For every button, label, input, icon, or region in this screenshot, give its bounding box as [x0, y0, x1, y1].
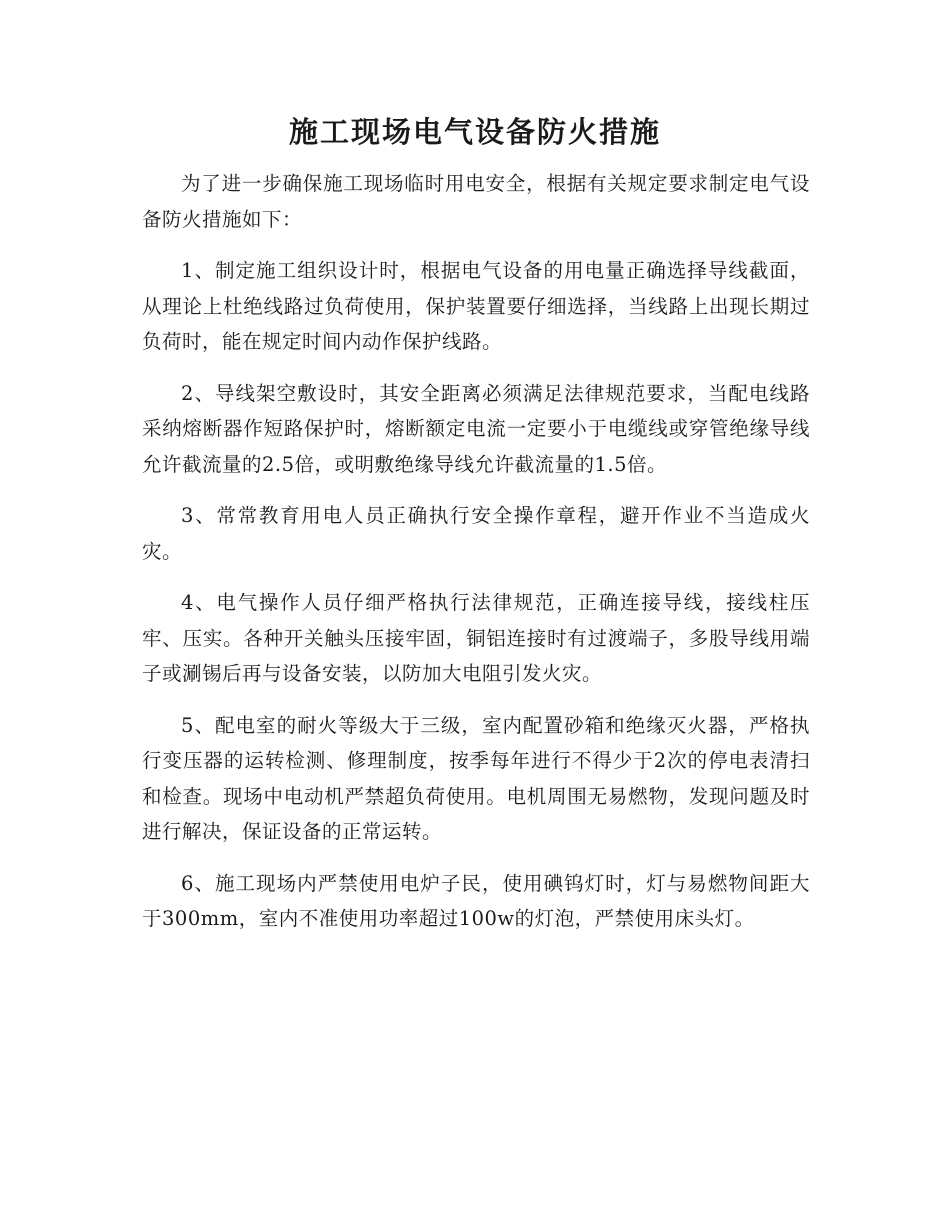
measure-4-paragraph: 4、电气操作人员仔细严格执行法律规范，正确连接导线，接线柱压牢、压实。各种开关触头压接牢固，铜铝连接时有过渡端子，多股导线用端子或涮锡后再与设备安装，以防加大电阻引发火灾。 — [142, 591, 810, 685]
measure-5-paragraph: 5、配电室的耐火等级大于三级，室内配置砂箱和绝缘灭火器，严格执行变压器的运转检测、修理制度，按季每年进行不得少于2次的停电表清扫和检查。现场中电动机严禁超负荷使用。电机周围无易燃物，发现问题及时进行解决，保证设备的正常运转。 — [142, 713, 810, 843]
intro-paragraph: 为了进一步确保施工现场临时用电安全，根据有关规定要求制定电气设备防火措施如下： — [142, 172, 810, 231]
measure-6-paragraph: 6、施工现场内严禁使用电炉子民，使用碘钨灯时，灯与易燃物间距大于300mm，室内不准使用功率超过100w的灯泡，严禁使用床头灯。 — [142, 871, 810, 930]
document-title: 施工现场电气设备防火措施 — [288, 115, 661, 149]
measure-1-paragraph: 1、制定施工组织设计时，根据电气设备的用电量正确选择导线截面，从理论上杜绝线路过负荷使用，保护装置要仔细选择，当线路上出现长期过负荷时，能在规定时间内动作保护线路。 — [142, 259, 810, 353]
measure-2-paragraph: 2、导线架空敷设时，其安全距离必须满足法律规范要求，当配电线路采纳熔断器作短路保护时，熔断额定电流一定要小于电缆线或穿管绝缘导线允许截流量的2.5倍，或明敷绝缘导线允许截流量的1.5倍。 — [142, 381, 810, 476]
document-body — [142, 166, 810, 953]
measure-3-paragraph: 3、常常教育用电人员正确执行安全操作章程，避开作业不当造成火灾。 — [142, 504, 810, 563]
